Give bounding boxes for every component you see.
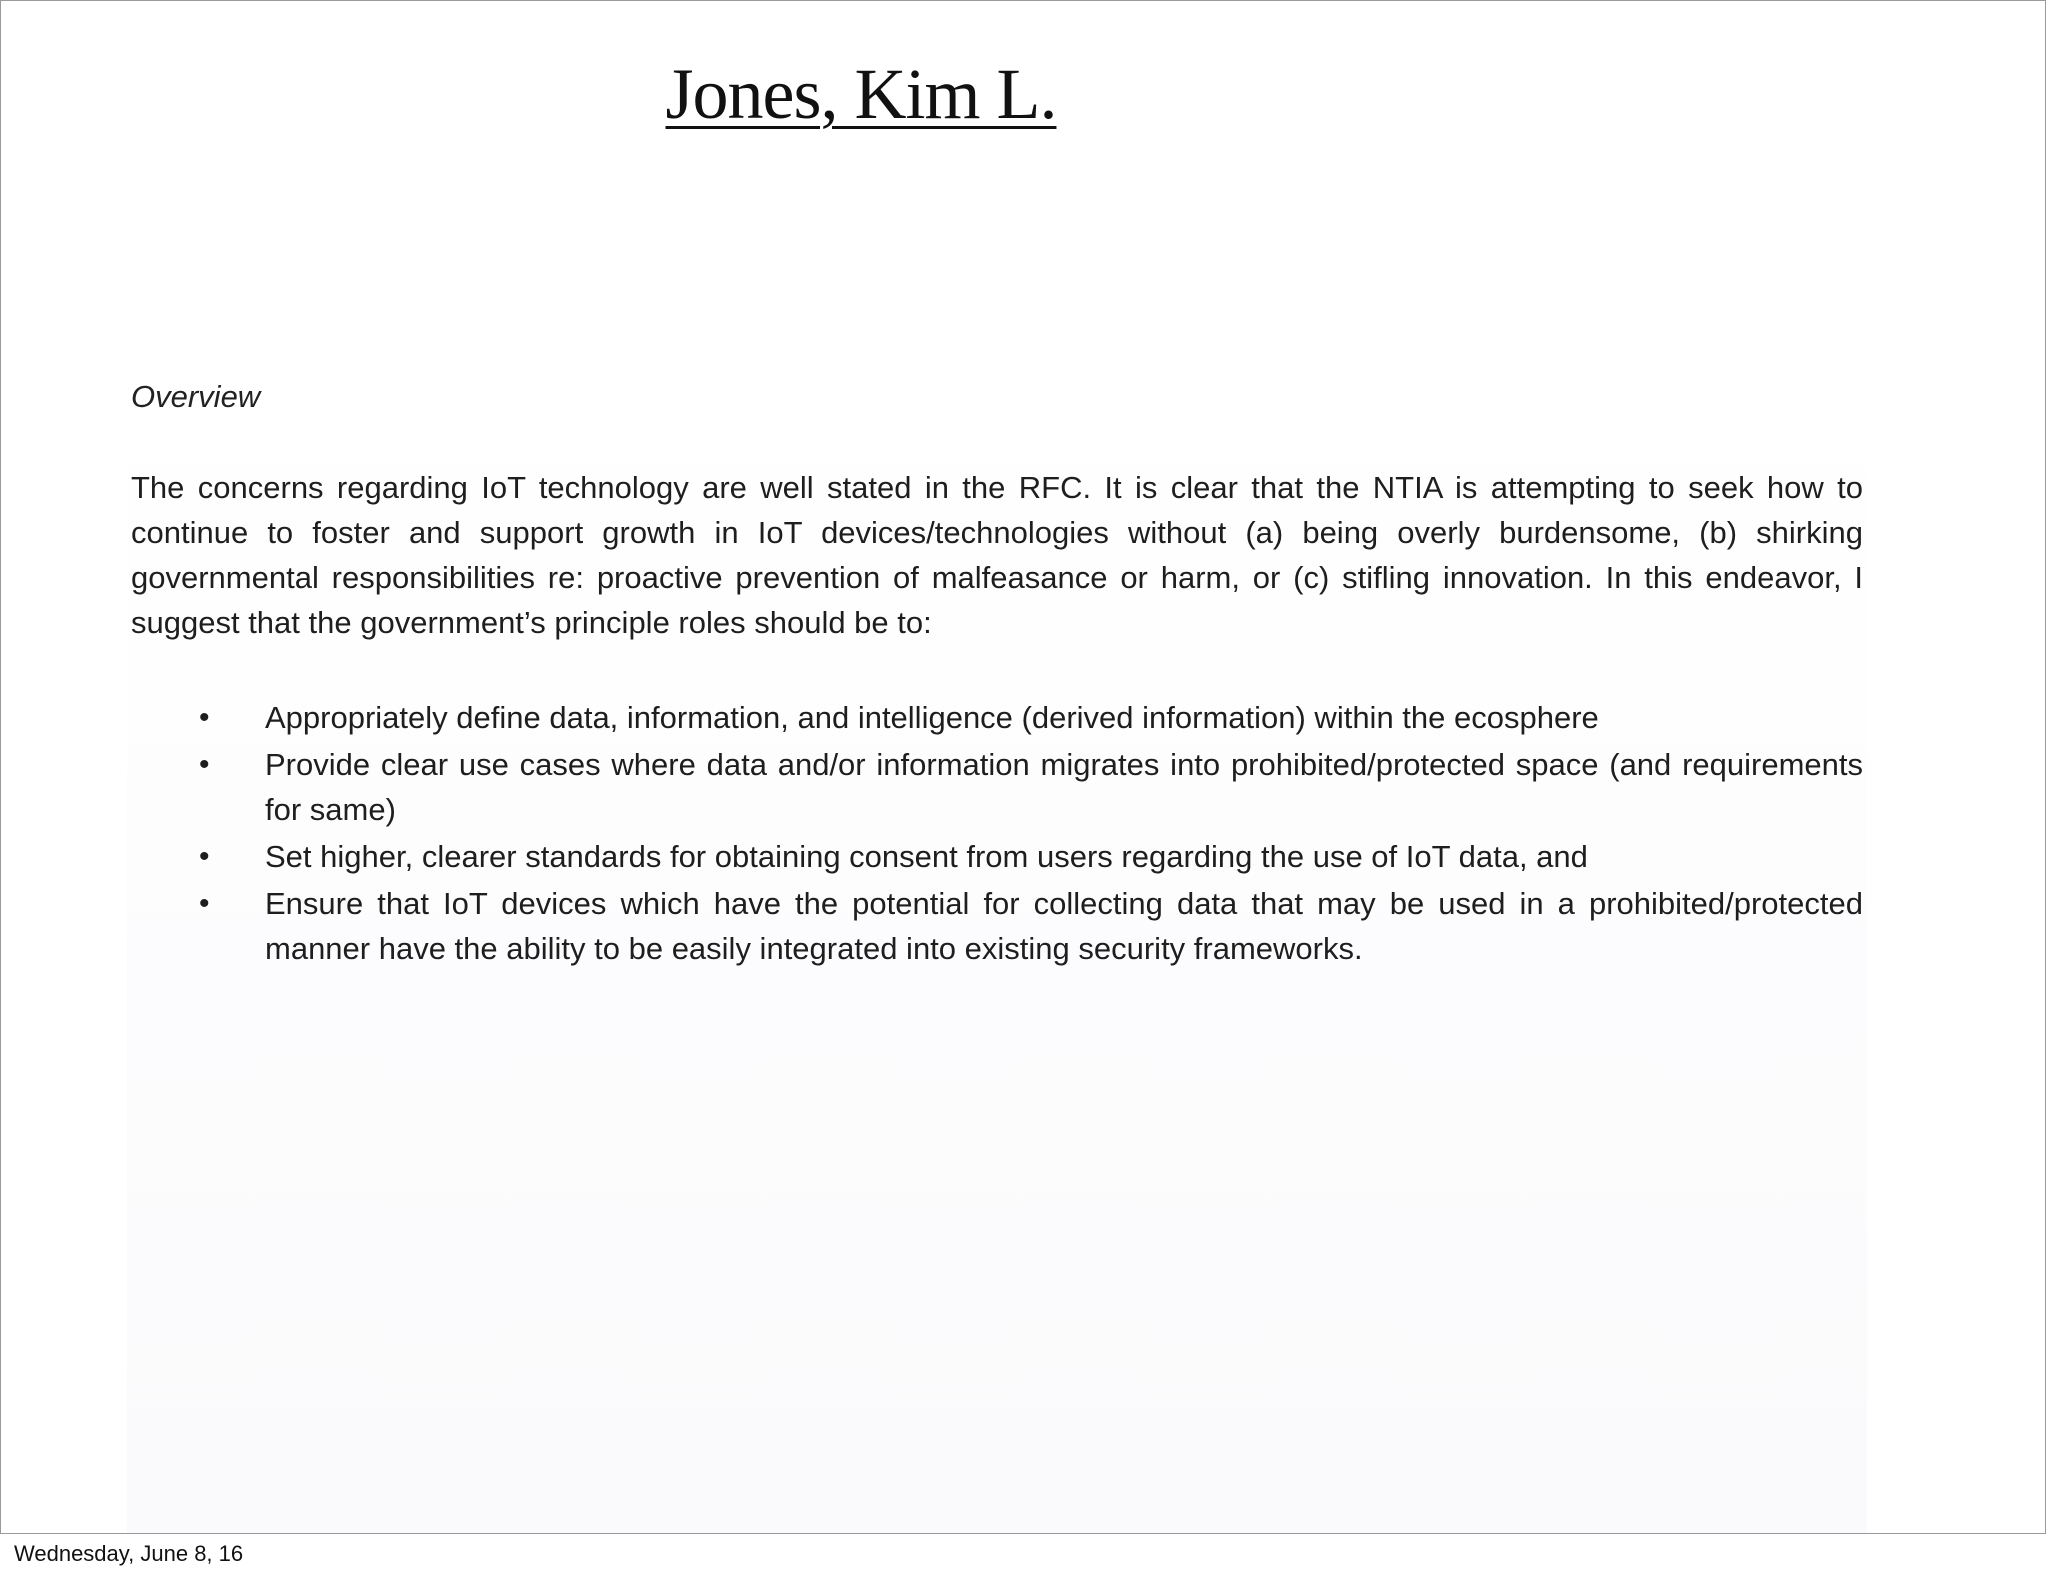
slide-title: Jones, Kim L. bbox=[665, 54, 1057, 134]
overview-paragraph: The concerns regarding IoT technology are well stated in the RFC. It is clear that the NTIA is attempting to seek how to continue to foster and support growth in IoT devices/technologies without (a) being overly burdensome, (b) shirking governmental responsibilities re: proactive prevention of malfeasance or harm, or (c) stifling innovation. In this endeavor, I suggest that the government’s principle roles should be to: bbox=[131, 470, 1863, 640]
list-item-text: Set higher, clearer standards for obtaining consent from users regarding the use of IoT data, and bbox=[265, 839, 1588, 874]
bullet-icon: • bbox=[199, 701, 210, 734]
list-item-text: Provide clear use cases where data and/or information migrates into prohibited/protected space (and requirements for same) bbox=[265, 747, 1863, 827]
list-item bbox=[131, 834, 1863, 879]
bullet-icon: • bbox=[199, 748, 210, 781]
list-item-text: Appropriately define data, information, and intelligence (derived information) within the ecosphere bbox=[265, 700, 1599, 735]
list-item-text: Ensure that IoT devices which have the potential for collecting data that may be used in a prohibited/protected manner have the ability to be easily integrated into existing security frameworks. bbox=[265, 886, 1863, 966]
list-item bbox=[131, 881, 1863, 971]
list-item bbox=[131, 695, 1863, 740]
bullet-icon: • bbox=[199, 840, 210, 873]
document-excerpt bbox=[127, 373, 1867, 1533]
section-heading: Overview bbox=[131, 379, 261, 414]
roles-list bbox=[131, 695, 1863, 973]
footer-date: Wednesday, June 8, 16 bbox=[14, 1541, 244, 1566]
bullet-icon: • bbox=[199, 887, 210, 920]
list-item bbox=[131, 742, 1863, 832]
